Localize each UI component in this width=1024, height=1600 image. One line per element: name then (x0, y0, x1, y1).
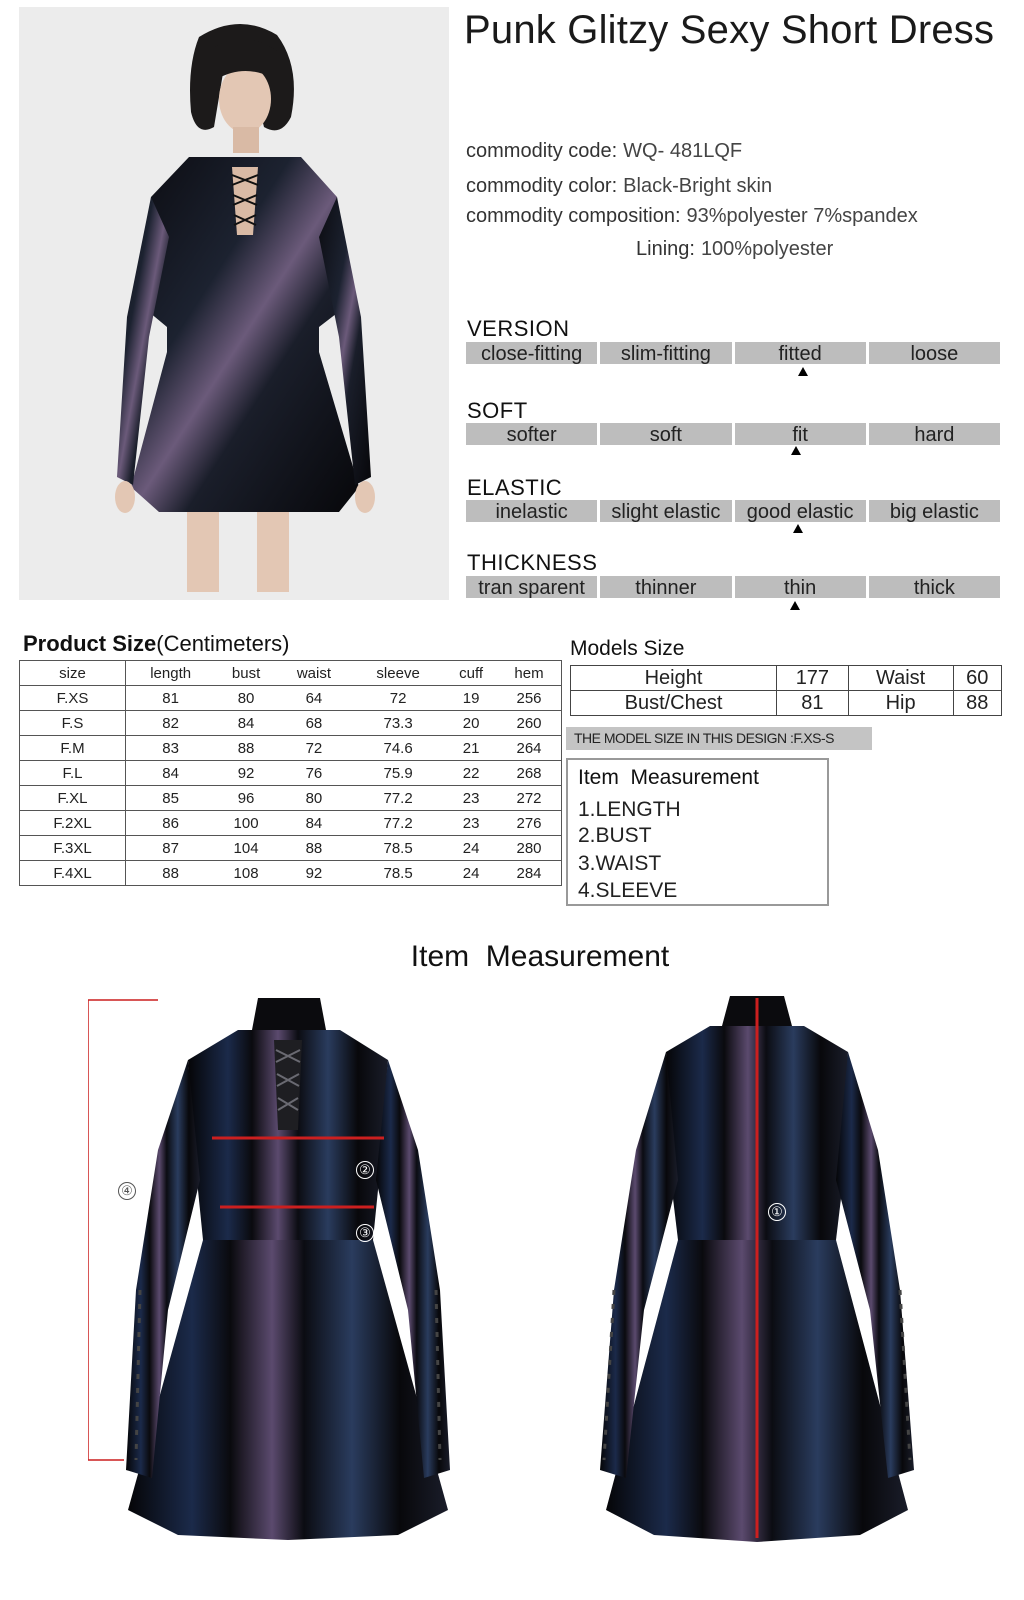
spec-composition-value: 93%polyester 7%spandex (686, 205, 918, 227)
spec-lining-value: 100%polyester (700, 238, 834, 260)
table-cell: 104 (215, 836, 277, 861)
table-header-cell: length (126, 661, 216, 686)
table-cell: 268 (497, 761, 561, 786)
table-cell: 260 (497, 711, 561, 736)
scale-soft (466, 423, 1000, 445)
table-cell: F.4XL (20, 861, 126, 886)
product-size-table (19, 660, 562, 886)
scale-thickness (466, 576, 1000, 598)
table-cell: 75.9 (351, 761, 445, 786)
spec-composition-label: commodity composition: (466, 205, 681, 227)
table-header-cell: waist (277, 661, 351, 686)
scale-elastic-option: big elastic (869, 500, 1000, 522)
table-cell: 21 (445, 736, 497, 761)
table-cell: Bust/Chest (571, 691, 777, 716)
spec-composition (466, 205, 918, 228)
table-header-cell: sleeve (351, 661, 445, 686)
scale-thickness-option: thick (869, 576, 1000, 598)
table-cell: 83 (126, 736, 216, 761)
dress-back-diagram (570, 990, 930, 1570)
table-cell: 72 (351, 686, 445, 711)
selected-marker-icon (791, 446, 801, 455)
item-measurement-entry: 3.WAIST (578, 852, 662, 875)
item-measurement-title: Item Measurement (578, 766, 759, 789)
table-cell: 92 (215, 761, 277, 786)
scale-version-option: slim-fitting (600, 342, 731, 364)
scale-title-version: VERSION (467, 316, 570, 341)
table-cell: 88 (277, 836, 351, 861)
table-row (571, 666, 1002, 691)
marker-sleeve-icon: ④ (118, 1182, 136, 1200)
table-header-cell: size (20, 661, 126, 686)
scale-soft-option: fit (735, 423, 866, 445)
product-title: Punk Glitzy Sexy Short Dress (464, 8, 995, 52)
item-measurement-box (566, 758, 829, 906)
scale-title-elastic: ELASTIC (467, 475, 563, 500)
table-row (20, 736, 562, 761)
scale-soft-option: softer (466, 423, 597, 445)
table-cell: F.XL (20, 786, 126, 811)
table-cell: 68 (277, 711, 351, 736)
table-header-row (20, 661, 562, 686)
bottom-measurement-title: Item Measurement (410, 940, 670, 973)
table-cell: 23 (445, 811, 497, 836)
table-cell: F.XS (20, 686, 126, 711)
table-cell: 23 (445, 786, 497, 811)
table-header-cell: bust (215, 661, 277, 686)
dress-front-diagram (88, 990, 488, 1590)
spec-code-value: WQ- 481LQF (623, 140, 743, 162)
table-cell: F.3XL (20, 836, 126, 861)
item-measurement-entry: 1.LENGTH (578, 798, 681, 821)
table-cell: 22 (445, 761, 497, 786)
product-size-title-unit: (Centimeters) (156, 631, 290, 656)
table-cell: 87 (126, 836, 216, 861)
table-cell: 73.3 (351, 711, 445, 736)
spec-code-label: commodity code: (466, 140, 618, 162)
scale-version-option: loose (869, 342, 1000, 364)
table-cell: 24 (445, 836, 497, 861)
table-header-cell: hem (497, 661, 561, 686)
spec-lining (636, 238, 833, 261)
table-cell: 72 (277, 736, 351, 761)
table-cell: 85 (126, 786, 216, 811)
table-cell: Waist (848, 666, 953, 691)
table-cell: 81 (777, 691, 849, 716)
table-cell: 84 (277, 811, 351, 836)
scale-elastic-option: good elastic (735, 500, 866, 522)
table-cell: 76 (277, 761, 351, 786)
table-cell: Hip (848, 691, 953, 716)
table-cell: 84 (215, 711, 277, 736)
table-cell: 88 (953, 691, 1002, 716)
table-cell: F.S (20, 711, 126, 736)
table-cell: F.M (20, 736, 126, 761)
table-cell: Height (571, 666, 777, 691)
table-cell: 80 (277, 786, 351, 811)
scale-version-option: fitted (735, 342, 866, 364)
table-cell: 276 (497, 811, 561, 836)
scale-elastic-option: slight elastic (600, 500, 731, 522)
marker-length-icon: ① (768, 1203, 786, 1221)
table-cell: F.2XL (20, 811, 126, 836)
table-cell: 100 (215, 811, 277, 836)
scale-version-option: close-fitting (466, 342, 597, 364)
table-cell: 92 (277, 861, 351, 886)
table-row (20, 686, 562, 711)
table-row (20, 811, 562, 836)
spec-code (466, 140, 742, 163)
item-measurement-entry: 2.BUST (578, 824, 652, 847)
table-cell: 84 (126, 761, 216, 786)
scale-version (466, 342, 1000, 364)
table-cell: 272 (497, 786, 561, 811)
table-row (571, 691, 1002, 716)
scale-soft-option: hard (869, 423, 1000, 445)
table-cell: 19 (445, 686, 497, 711)
scale-title-thickness: THICKNESS (467, 550, 598, 575)
table-cell: 81 (126, 686, 216, 711)
scale-title-soft: SOFT (467, 398, 528, 423)
table-cell: 108 (215, 861, 277, 886)
table-row (20, 711, 562, 736)
table-cell: 78.5 (351, 861, 445, 886)
models-size-table (570, 665, 1002, 716)
table-row (20, 761, 562, 786)
table-cell: 60 (953, 666, 1002, 691)
table-row (20, 786, 562, 811)
item-measurement-entry: 4.SLEEVE (578, 879, 678, 902)
table-header-cell: cuff (445, 661, 497, 686)
scale-elastic-option: inelastic (466, 500, 597, 522)
selected-marker-icon (798, 367, 808, 376)
spec-lining-label: Lining: (636, 238, 695, 260)
model-photo (19, 7, 449, 600)
scale-elastic (466, 500, 1000, 522)
models-size-title: Models Size (570, 637, 685, 660)
table-row (20, 836, 562, 861)
scale-thickness-option: tran sparent (466, 576, 597, 598)
product-size-title-bold: Product Size (23, 631, 157, 656)
table-cell: F.L (20, 761, 126, 786)
table-cell: 86 (126, 811, 216, 836)
table-cell: 96 (215, 786, 277, 811)
table-cell: 82 (126, 711, 216, 736)
product-size-title (23, 631, 290, 657)
table-cell: 64 (277, 686, 351, 711)
spec-color (466, 175, 772, 198)
table-cell: 77.2 (351, 811, 445, 836)
spec-color-label: commodity color: (466, 175, 618, 197)
table-cell: 77.2 (351, 786, 445, 811)
table-cell: 284 (497, 861, 561, 886)
scale-thickness-option: thin (735, 576, 866, 598)
selected-marker-icon (793, 524, 803, 533)
table-cell: 78.5 (351, 836, 445, 861)
table-cell: 20 (445, 711, 497, 736)
table-cell: 80 (215, 686, 277, 711)
table-cell: 88 (215, 736, 277, 761)
marker-waist-icon: ③ (356, 1224, 374, 1242)
table-cell: 88 (126, 861, 216, 886)
table-cell: 280 (497, 836, 561, 861)
spec-color-value: Black-Bright skin (623, 175, 773, 197)
table-cell: 24 (445, 861, 497, 886)
table-cell: 74.6 (351, 736, 445, 761)
table-row (20, 861, 562, 886)
table-cell: 177 (777, 666, 849, 691)
marker-bust-icon: ② (356, 1161, 374, 1179)
model-size-note: THE MODEL SIZE IN THIS DESIGN :F.XS-S (566, 727, 872, 750)
table-cell: 264 (497, 736, 561, 761)
selected-marker-icon (790, 601, 800, 610)
scale-soft-option: soft (600, 423, 731, 445)
scale-thickness-option: thinner (600, 576, 731, 598)
table-cell: 256 (497, 686, 561, 711)
